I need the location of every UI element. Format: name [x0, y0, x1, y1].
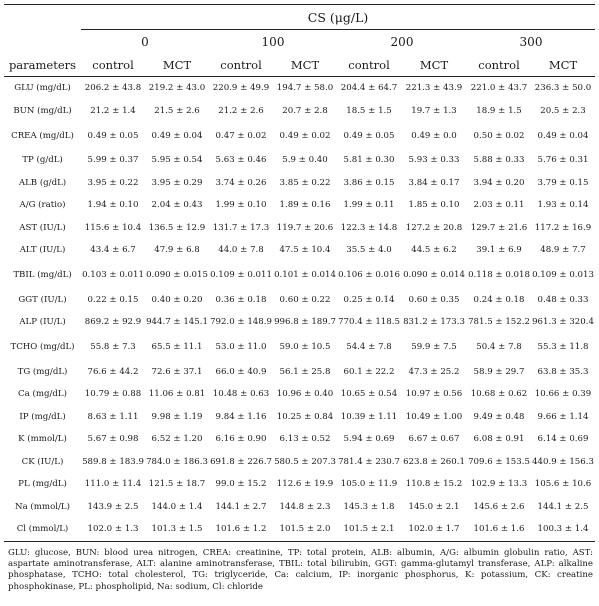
parameter-label: K (mmol/L) [18, 434, 67, 445]
table-row [4, 361, 595, 384]
control-value-cell: 21.2 ± 1.4 [90, 105, 136, 116]
parameter-label: GLU (mg/dL) [14, 83, 71, 94]
group-header-control: control [92, 58, 134, 72]
table-row [4, 122, 595, 149]
serum-biochemistry-table [4, 4, 595, 542]
group-header-mct: MCT [548, 58, 578, 72]
table-row [4, 383, 595, 406]
control-value-cell: 21.2 ± 2.6 [218, 105, 264, 116]
mct-value-cell: 1.89 ± 0.16 [279, 200, 331, 211]
parameter-label: ALB (g/dL) [18, 177, 67, 188]
control-value-cell: 792.0 ± 148.9 [210, 317, 272, 328]
mct-value-cell: 831.2 ± 173.3 [403, 317, 465, 328]
control-value-cell: 869.2 ± 92.9 [84, 317, 142, 328]
control-value-cell: 5.67 ± 0.98 [87, 434, 139, 445]
mct-value-cell: 20.5 ± 2.3 [540, 105, 586, 116]
mct-value-cell: 6.14 ± 0.69 [537, 434, 589, 445]
control-value-cell: 53.0 ± 11.0 [215, 342, 267, 352]
mct-value-cell: 219.2 ± 43.0 [148, 83, 206, 94]
table-row [4, 172, 595, 195]
mct-value-cell: 6.67 ± 0.67 [408, 434, 460, 445]
table-row [4, 217, 595, 240]
control-value-cell: 5.88 ± 0.33 [473, 155, 525, 166]
control-value-cell: 55.8 ± 7.3 [90, 342, 136, 352]
parameter-label: ALP (IU/L) [19, 317, 66, 328]
mct-value-cell: 127.2 ± 20.8 [405, 222, 463, 233]
mct-value-cell: 6.13 ± 0.52 [279, 434, 331, 445]
mct-value-cell: 9.98 ± 1.19 [151, 411, 203, 422]
mct-value-cell: 0.49 ± 0.02 [279, 130, 331, 141]
parameter-label: ALT (IU/L) [19, 245, 66, 256]
mct-value-cell: 944.7 ± 145.1 [146, 317, 208, 328]
control-value-cell: 5.81 ± 0.30 [343, 155, 395, 166]
parameter-label: TCHO (mg/dL) [10, 342, 75, 352]
mct-value-cell: 623.8 ± 260.1 [403, 456, 465, 467]
mct-value-cell: 5.9 ± 0.40 [282, 155, 328, 166]
mct-value-cell: 63.8 ± 35.3 [537, 366, 589, 377]
header-spacer [4, 5, 81, 30]
control-value-cell: 105.0 ± 11.9 [340, 479, 398, 490]
mct-value-cell: 0.40 ± 0.20 [151, 294, 203, 305]
control-value-cell: 770.4 ± 118.5 [338, 317, 400, 328]
mct-value-cell: 47.9 ± 6.8 [154, 245, 200, 256]
mct-value-cell: 784.0 ± 186.3 [146, 456, 208, 467]
control-value-cell: 1.94 ± 0.10 [87, 200, 139, 211]
mct-value-cell: 59.9 ± 7.5 [411, 342, 457, 352]
control-value-cell: 122.3 ± 14.8 [340, 222, 398, 233]
mct-value-cell: 3.79 ± 0.15 [537, 177, 589, 188]
mct-value-cell: 21.5 ± 2.6 [154, 105, 200, 116]
mct-value-cell: 10.96 ± 0.40 [276, 389, 334, 400]
parameter-label: TG (mg/dL) [17, 366, 68, 377]
control-value-cell: 0.22 ± 0.15 [87, 294, 139, 305]
control-value-cell: 5.63 ± 0.46 [215, 155, 267, 166]
mct-value-cell: 20.7 ± 2.8 [282, 105, 328, 116]
table-row [4, 311, 595, 334]
control-value-cell: 220.9 ± 49.9 [212, 83, 270, 94]
mct-value-cell: 0.49 ± 0.04 [537, 130, 589, 141]
control-value-cell: 115.6 ± 10.4 [84, 222, 142, 233]
control-value-cell: 3.74 ± 0.26 [215, 177, 267, 188]
control-value-cell: 221.0 ± 43.7 [470, 83, 528, 94]
table-row [4, 239, 595, 262]
parameter-label: TP (g/dL) [22, 155, 63, 166]
control-value-cell: 3.95 ± 0.22 [87, 177, 139, 188]
mct-value-cell: 5.76 ± 0.31 [537, 155, 589, 166]
mct-value-cell: 72.6 ± 37.1 [151, 366, 203, 377]
table-row [4, 194, 595, 217]
table-row [4, 406, 595, 429]
mct-value-cell: 10.66 ± 0.39 [534, 389, 592, 400]
mct-value-cell: 136.5 ± 12.9 [148, 222, 206, 233]
mct-value-cell: 0.090 ± 0.014 [403, 270, 465, 280]
mct-value-cell: 101.3 ± 1.5 [151, 524, 203, 535]
control-value-cell: 66.0 ± 40.9 [215, 366, 267, 377]
mct-value-cell: 110.8 ± 15.2 [405, 479, 463, 490]
control-value-cell: 144.1 ± 2.7 [215, 501, 267, 512]
mct-value-cell: 100.3 ± 1.4 [537, 524, 589, 535]
control-value-cell: 3.86 ± 0.15 [343, 177, 395, 188]
control-value-cell: 589.8 ± 183.9 [82, 456, 144, 467]
table-row [4, 100, 595, 123]
mct-value-cell: 0.60 ± 0.35 [408, 294, 460, 305]
parameter-label: BUN (mg/dL) [13, 105, 72, 116]
group-header-control: control [220, 58, 262, 72]
control-value-cell: 44.0 ± 7.8 [218, 245, 264, 256]
mct-value-cell: 47.3 ± 25.2 [408, 366, 460, 377]
control-value-cell: 0.25 ± 0.14 [343, 294, 395, 305]
control-value-cell: 76.6 ± 44.2 [87, 366, 139, 377]
mct-value-cell: 121.5 ± 18.7 [148, 479, 206, 490]
control-value-cell: 18.5 ± 1.5 [346, 105, 392, 116]
parameter-label: TBIL (mg/dL) [13, 270, 72, 280]
mct-value-cell: 101.5 ± 2.0 [279, 524, 331, 535]
mct-value-cell: 144.1 ± 2.5 [537, 501, 589, 512]
control-value-cell: 111.0 ± 11.4 [84, 479, 142, 490]
mct-value-cell: 0.101 ± 0.014 [274, 270, 336, 280]
control-value-cell: 35.5 ± 4.0 [346, 245, 392, 256]
mct-value-cell: 580.5 ± 207.3 [274, 456, 336, 467]
table-row [4, 451, 595, 474]
parameter-label: CK (IU/L) [21, 456, 64, 467]
control-value-cell: 204.4 ± 64.7 [340, 83, 398, 94]
control-value-cell: 10.39 ± 1.11 [340, 411, 398, 422]
control-value-cell: 145.6 ± 2.6 [473, 501, 525, 512]
control-value-cell: 99.0 ± 15.2 [215, 479, 267, 490]
concentration-header: 300 [467, 30, 595, 55]
control-value-cell: 43.4 ± 6.7 [90, 245, 136, 256]
parameter-label: CREA (mg/dL) [11, 130, 74, 141]
mct-value-cell: 1.93 ± 0.14 [537, 200, 589, 211]
mct-value-cell: 48.9 ± 7.7 [540, 245, 586, 256]
control-value-cell: 10.68 ± 0.62 [470, 389, 528, 400]
control-value-cell: 129.7 ± 21.6 [470, 222, 528, 233]
control-value-cell: 10.79 ± 0.88 [84, 389, 142, 400]
control-value-cell: 709.6 ± 153.5 [468, 456, 530, 467]
mct-value-cell: 19.7 ± 1.3 [411, 105, 457, 116]
mct-value-cell: 10.49 ± 1.00 [405, 411, 463, 422]
mct-value-cell: 6.52 ± 1.20 [151, 434, 203, 445]
control-value-cell: 0.103 ± 0.011 [82, 270, 144, 280]
control-value-cell: 101.5 ± 2.1 [343, 524, 395, 535]
group-header-mct: MCT [419, 58, 449, 72]
mct-value-cell: 11.06 ± 0.81 [148, 389, 206, 400]
control-value-cell: 101.6 ± 1.6 [473, 524, 525, 535]
control-value-cell: 18.9 ± 1.5 [476, 105, 522, 116]
mct-value-cell: 65.5 ± 11.1 [151, 342, 203, 352]
control-value-cell: 0.49 ± 0.05 [343, 130, 395, 141]
control-value-cell: 0.49 ± 0.05 [87, 130, 139, 141]
parameter-label: PL (mg/dL) [18, 479, 67, 490]
table-row [4, 289, 595, 312]
control-value-cell: 1.99 ± 0.11 [343, 200, 395, 211]
control-value-cell: 10.48 ± 0.63 [212, 389, 270, 400]
mct-value-cell: 3.84 ± 0.17 [408, 177, 460, 188]
mct-value-cell: 194.7 ± 58.0 [276, 83, 334, 94]
parameter-label: IP (mg/dL) [19, 411, 66, 422]
control-value-cell: 5.94 ± 0.69 [343, 434, 395, 445]
table-row [4, 473, 595, 496]
table-row [4, 334, 595, 361]
mct-value-cell: 440.9 ± 156.3 [532, 456, 594, 467]
control-value-cell: 50.4 ± 7.8 [476, 342, 522, 352]
control-value-cell: 145.3 ± 1.8 [343, 501, 395, 512]
parameter-label: Cl (mmol/L) [16, 524, 69, 535]
mct-value-cell: 9.66 ± 1.14 [537, 411, 589, 422]
control-value-cell: 102.9 ± 13.3 [470, 479, 528, 490]
mct-value-cell: 47.5 ± 10.4 [279, 245, 331, 256]
control-value-cell: 6.08 ± 0.91 [473, 434, 525, 445]
mct-value-cell: 44.5 ± 6.2 [411, 245, 457, 256]
mct-value-cell: 144.0 ± 1.4 [151, 501, 203, 512]
cs-column-group-header: CS (μg/L) [307, 9, 369, 25]
mct-value-cell: 10.25 ± 0.84 [276, 411, 334, 422]
mct-value-cell: 10.97 ± 0.56 [405, 389, 463, 400]
mct-value-cell: 56.1 ± 25.8 [279, 366, 331, 377]
mct-value-cell: 59.0 ± 10.5 [279, 342, 331, 352]
mct-value-cell: 102.0 ± 1.7 [408, 524, 460, 535]
control-value-cell: 0.109 ± 0.011 [210, 270, 272, 280]
control-value-cell: 0.106 ± 0.016 [338, 270, 400, 280]
table-row [4, 77, 595, 100]
mct-value-cell: 0.090 ± 0.015 [146, 270, 208, 280]
mct-value-cell: 112.6 ± 19.9 [276, 479, 334, 490]
group-header-mct: MCT [290, 58, 320, 72]
mct-value-cell: 0.49 ± 0.0 [411, 130, 457, 141]
control-value-cell: 8.63 ± 1.11 [87, 411, 139, 422]
control-value-cell: 0.50 ± 0.02 [473, 130, 525, 141]
parameter-label: AST (IU/L) [19, 222, 66, 233]
control-value-cell: 2.03 ± 0.11 [473, 200, 525, 211]
control-value-cell: 131.7 ± 17.3 [212, 222, 270, 233]
table-footnote: GLU: glucose, BUN: blood urea nitrogen, CREA: creatinine, TP: total protein, ALB: albumin, A/G: albumin globulin ratio, AST: aspartate aminotransferase, ALT: alanine aminotransferase, TBIL: total bilirubin, GGT: gamma-glutamyl transferase, ALP: alkaline phosphatase, TCHO: total cholesterol, TG: triglyceride, Ca: calcium, IP: inorganic phosphorus, K: potassium, CK: creatine phosphokinase, PL: phospholipid, Na: sodium, Cl: chloride [8, 548, 593, 592]
mct-value-cell: 961.3 ± 320.4 [532, 317, 594, 328]
control-value-cell: 3.94 ± 0.20 [473, 177, 525, 188]
control-value-cell: 781.4 ± 230.7 [338, 456, 400, 467]
concentration-header: 200 [337, 30, 467, 55]
mct-value-cell: 5.93 ± 0.33 [408, 155, 460, 166]
control-value-cell: 10.65 ± 0.54 [340, 389, 398, 400]
control-value-cell: 143.9 ± 2.5 [87, 501, 139, 512]
control-value-cell: 0.36 ± 0.18 [215, 294, 267, 305]
control-value-cell: 0.24 ± 0.18 [473, 294, 525, 305]
mct-value-cell: 0.49 ± 0.04 [151, 130, 203, 141]
parameter-label: Na (mmol/L) [15, 501, 70, 512]
control-value-cell: 0.47 ± 0.02 [215, 130, 267, 141]
mct-value-cell: 0.60 ± 0.22 [279, 294, 331, 305]
mct-value-cell: 3.85 ± 0.22 [279, 177, 331, 188]
mct-value-cell: 5.95 ± 0.54 [151, 155, 203, 166]
table-row [4, 149, 595, 172]
mct-value-cell: 0.109 ± 0.013 [532, 270, 594, 280]
mct-value-cell: 145.0 ± 2.1 [408, 501, 460, 512]
mct-value-cell: 2.04 ± 0.43 [151, 200, 203, 211]
parameters-header: parameters [8, 58, 77, 72]
mct-value-cell: 144.8 ± 2.3 [279, 501, 331, 512]
control-value-cell: 9.49 ± 0.48 [473, 411, 525, 422]
control-value-cell: 0.118 ± 0.018 [468, 270, 530, 280]
table-row [4, 518, 595, 541]
parameter-label: Ca (mg/dL) [18, 389, 67, 400]
mct-value-cell: 105.6 ± 10.6 [534, 479, 592, 490]
parameter-label: A/G (ratio) [19, 200, 66, 211]
mct-value-cell: 119.7 ± 20.6 [276, 222, 334, 233]
mct-value-cell: 221.3 ± 43.9 [405, 83, 463, 94]
control-value-cell: 60.1 ± 22.2 [343, 366, 395, 377]
mct-value-cell: 996.8 ± 189.7 [274, 317, 336, 328]
control-value-cell: 58.9 ± 29.7 [473, 366, 525, 377]
control-value-cell: 101.6 ± 1.2 [215, 524, 267, 535]
group-header-control: control [348, 58, 390, 72]
control-value-cell: 102.0 ± 1.3 [87, 524, 139, 535]
concentration-header: 100 [209, 30, 337, 55]
concentration-header: 0 [81, 30, 209, 55]
mct-value-cell: 3.95 ± 0.29 [151, 177, 203, 188]
header-spacer [4, 30, 81, 55]
table-row [4, 428, 595, 451]
mct-value-cell: 1.85 ± 0.10 [408, 200, 460, 211]
mct-value-cell: 0.48 ± 0.33 [537, 294, 589, 305]
control-value-cell: 54.4 ± 7.8 [346, 342, 392, 352]
control-value-cell: 6.16 ± 0.90 [215, 434, 267, 445]
control-value-cell: 781.5 ± 152.2 [468, 317, 530, 328]
control-value-cell: 5.99 ± 0.37 [87, 155, 139, 166]
mct-value-cell: 55.3 ± 11.8 [537, 342, 589, 352]
control-value-cell: 1.99 ± 0.10 [215, 200, 267, 211]
control-value-cell: 9.84 ± 1.16 [215, 411, 267, 422]
control-value-cell: 39.1 ± 6.9 [476, 245, 522, 256]
control-value-cell: 691.8 ± 226.7 [210, 456, 272, 467]
parameter-label: GGT (IU/L) [18, 294, 67, 305]
group-header-mct: MCT [162, 58, 192, 72]
table-row [4, 496, 595, 519]
table-body [4, 77, 595, 542]
table-row [4, 262, 595, 289]
mct-value-cell: 117.2 ± 16.9 [534, 222, 592, 233]
control-value-cell: 206.2 ± 43.8 [84, 83, 142, 94]
mct-value-cell: 236.3 ± 50.0 [534, 83, 592, 94]
group-header-control: control [478, 58, 520, 72]
